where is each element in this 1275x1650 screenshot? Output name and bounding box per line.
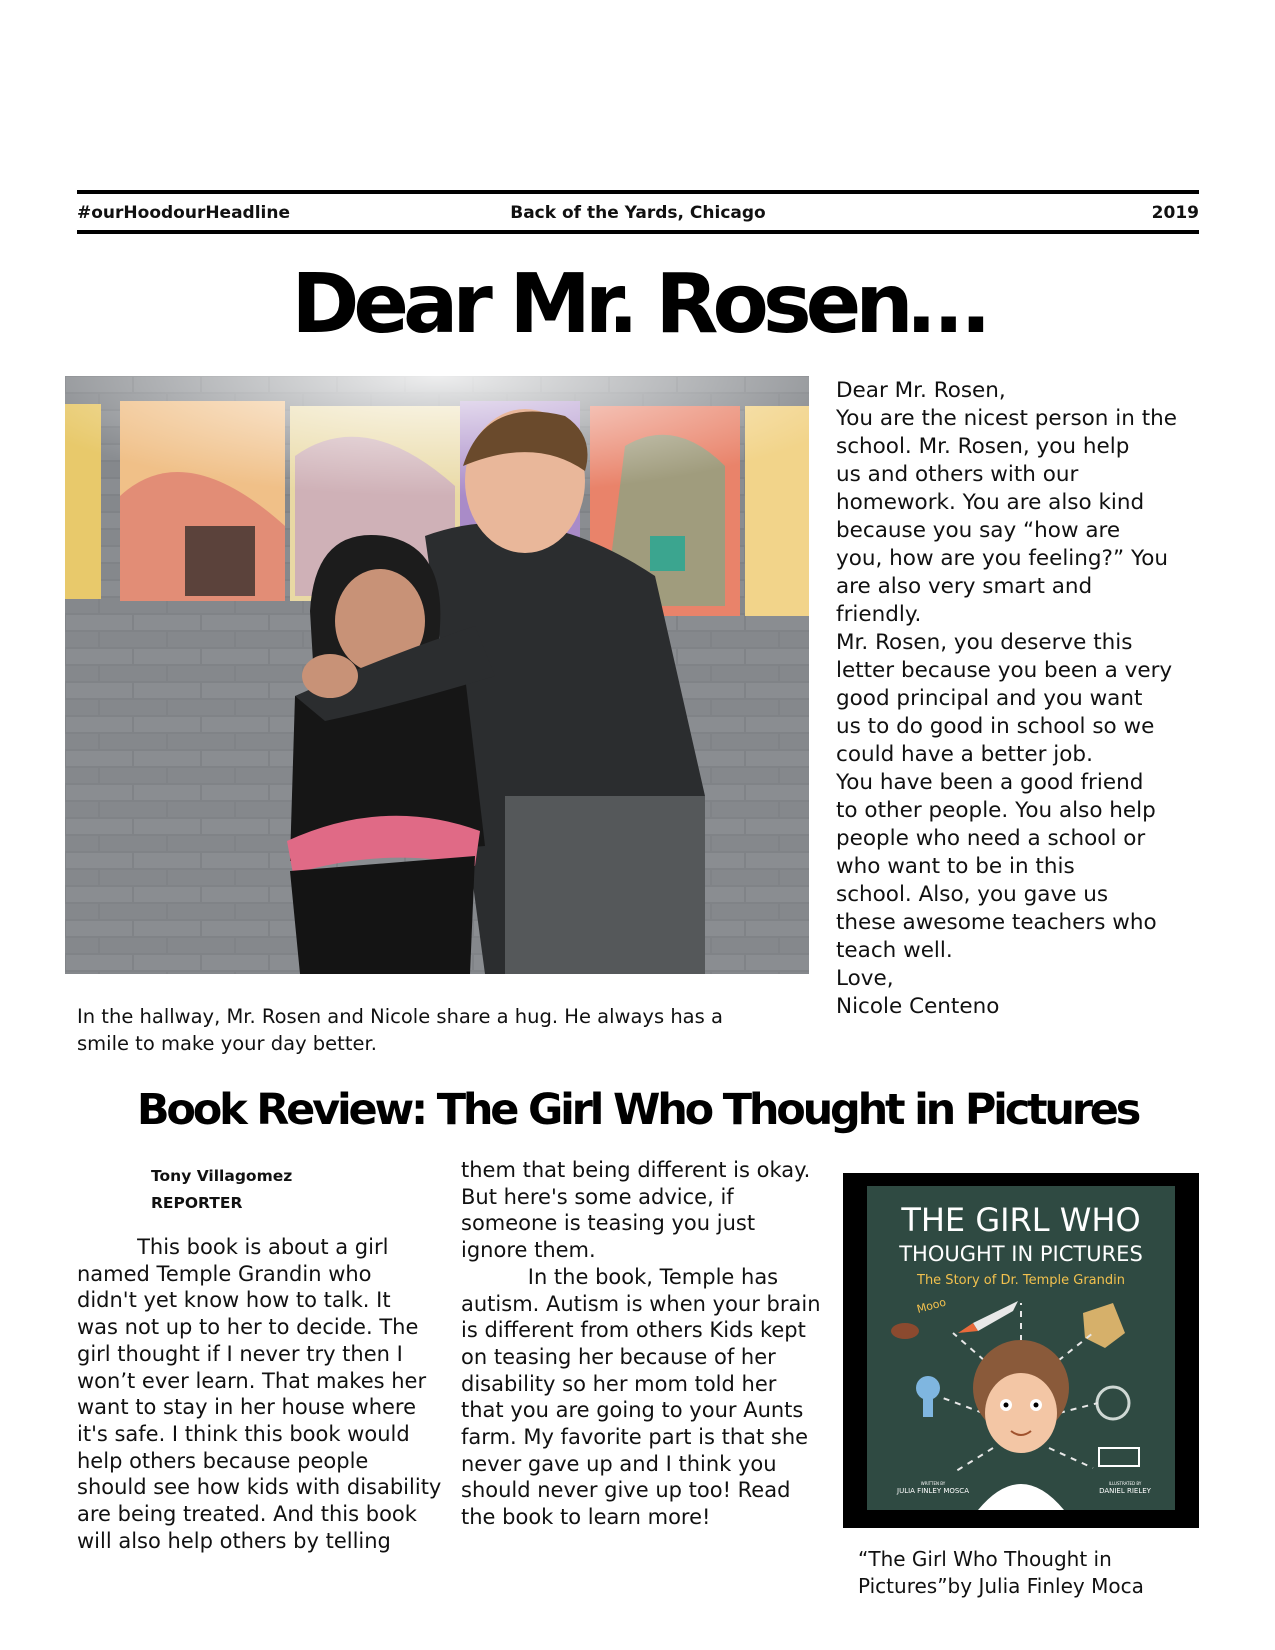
letter-line: friendly.: [836, 602, 922, 627]
letter-line: because you say “how are: [836, 518, 1121, 543]
review-line: was not up to her to decide. The: [77, 1315, 419, 1340]
review-line: them that being different is okay.: [461, 1158, 811, 1182]
ribbon-icon: [916, 1376, 940, 1400]
letter-line: homework. You are also kind: [836, 490, 1145, 515]
review-line: on teasing her because of her: [461, 1344, 776, 1369]
review-line: someone is teasing you just: [461, 1211, 756, 1236]
cover-illustrator: DANIEL RIELEY: [1099, 1487, 1151, 1495]
letter-line: to other people. You also help: [836, 798, 1156, 823]
letter-line: school. Also, you gave us: [836, 882, 1109, 907]
cover-author: JULIA FINLEY MOSCA: [897, 1487, 969, 1495]
masthead-hashtag: #ourHoodourHeadline: [77, 203, 291, 223]
review-line: ignore them.: [461, 1238, 596, 1263]
review-line: never gave up and I think you: [461, 1451, 777, 1476]
letter-line: these awesome teachers who: [836, 910, 1157, 935]
review-line: is different from others Kids kept: [461, 1318, 806, 1343]
reporter-name: Tony Villagomez: [151, 1167, 293, 1185]
cover-title-line1: THE GIRL WHO: [901, 1201, 1141, 1239]
review-line: should see how kids with disability: [77, 1475, 442, 1500]
review-line: autism. Autism is when your brain: [461, 1291, 821, 1316]
letter-line: You are the nicest person in the: [836, 406, 1177, 431]
letter-line: us and others with our: [836, 462, 1079, 487]
page-headline: Dear Mr. Rosen…: [291, 257, 984, 352]
letter-line: us to do good in school so we: [836, 714, 1155, 739]
review-line: help others because people: [77, 1448, 369, 1473]
cover-author-label: WRITTEN BY: [920, 1481, 946, 1486]
cover-caption: “The Girl Who Thought in Pictures”by Julia Finley Moca: [858, 1547, 1144, 1598]
review-line: the book to learn more!: [461, 1505, 711, 1530]
review-line: girl thought if I never try then I: [77, 1341, 403, 1366]
masthead-year: 2019: [1151, 203, 1199, 223]
review-line: that you are going to your Aunts: [461, 1398, 804, 1423]
letter-line: You have been a good friend: [836, 770, 1144, 795]
review-line: This book is about a girl: [77, 1235, 389, 1259]
review-line: disability so her mom told her: [461, 1371, 777, 1396]
letter-line: letter because you been a very: [836, 658, 1173, 683]
letter-line: Dear Mr. Rosen,: [836, 378, 1006, 403]
letter-line: school. Mr. Rosen, you help: [836, 434, 1130, 459]
review-line: didn't yet know how to talk. It: [77, 1288, 391, 1313]
reporter-role: REPORTER: [151, 1194, 243, 1212]
letter-line: could have a better job.: [836, 742, 1093, 767]
review-line: it's safe. I think this book would: [77, 1421, 410, 1446]
cover-subtitle: The Story of Dr. Temple Grandin: [917, 1273, 1125, 1288]
cover-title-line2: THOUGHT IN PICTURES: [899, 1242, 1143, 1266]
cover-illustrator-label: ILLUSTRATED BY: [1108, 1481, 1142, 1486]
hallway-photo: [65, 376, 809, 974]
letter-line: who want to be in this: [836, 854, 1075, 879]
review-column-1: [77, 1234, 442, 1554]
review-line: But here's some advice, if: [461, 1184, 734, 1209]
letter-line: are also very smart and: [836, 574, 1093, 599]
review-line: named Temple Grandin who: [77, 1261, 372, 1286]
review-line: will also help others by telling: [77, 1528, 391, 1553]
letter-text: [836, 377, 1216, 1021]
photo-caption: In the hallway, Mr. Rosen and Nicole share a hug. He always has a smile to make your day better.: [77, 1005, 723, 1055]
review-line: should never give up too! Read: [461, 1478, 791, 1503]
cow-icon: [891, 1323, 919, 1339]
book-cover: [843, 1173, 1199, 1528]
byline: [151, 1163, 292, 1217]
review-line: won’t ever learn. That makes her: [77, 1368, 427, 1393]
cover-moo: Mooo: [915, 1295, 948, 1316]
masthead-top-rule: [77, 190, 1199, 194]
letter-line: Mr. Rosen, you deserve this: [836, 630, 1133, 655]
masthead-location: Back of the Yards, Chicago: [510, 203, 766, 223]
review-title: Book Review: The Girl Who Thought in Pictures: [136, 1085, 1139, 1135]
letter-line: Nicole Centeno: [836, 994, 1000, 1019]
review-line: In the book, Temple has: [461, 1264, 779, 1289]
masthead: [77, 200, 1199, 226]
review-column-2: [461, 1157, 831, 1531]
letter-line: Love,: [836, 966, 894, 991]
review-line: farm. My favorite part is that she: [461, 1425, 809, 1450]
review-line: want to stay in her house where: [77, 1395, 417, 1420]
letter-line: you, how are you feeling?” You: [836, 546, 1169, 571]
letter-line: teach well.: [836, 938, 953, 963]
masthead-bottom-rule: [77, 230, 1199, 234]
letter-line: people who need a school or: [836, 826, 1146, 851]
letter-line: good principal and you want: [836, 686, 1143, 711]
review-line: are being treated. And this book: [77, 1502, 417, 1527]
